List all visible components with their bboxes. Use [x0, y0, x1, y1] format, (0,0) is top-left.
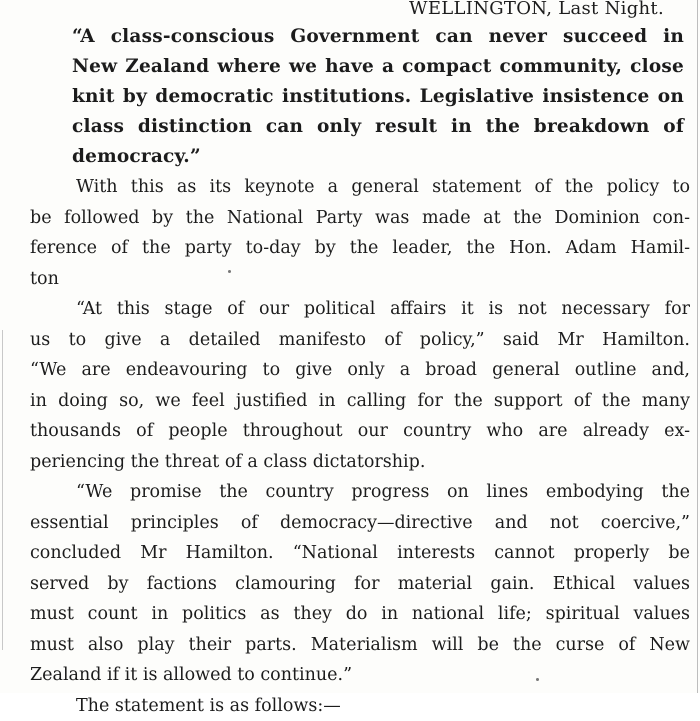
- text-line: must also play their parts. Materialism will be the curse of New: [30, 630, 690, 661]
- text-line: ference of the party to-day by the leader, the Hon. Adam Hamil-: [30, 233, 690, 264]
- text-line: in doing so, we feel justified in calling for the support of the many: [30, 386, 690, 417]
- text-line: With this as its keynote a general statement of the policy to: [30, 172, 690, 203]
- column-rule-left: [2, 330, 3, 650]
- paragraph-political-affairs: [30, 294, 690, 477]
- paragraph-promise: [30, 477, 690, 691]
- dateline: WELLINGTON, Last Night.: [409, 0, 664, 19]
- text-line: essential principles of democracy—directive and not coercive,”: [30, 508, 690, 539]
- print-speck: [536, 678, 539, 681]
- text-line: “At this stage of our political affairs it is not necessary for: [30, 294, 690, 325]
- quote-line: “A class-conscious Government can never succeed in: [72, 22, 684, 52]
- text-line: concluded Mr Hamilton. “National interests cannot properly be: [30, 538, 690, 569]
- text-line: thousands of people throughout our country who are already ex-: [30, 416, 690, 447]
- quote-line: New Zealand where we have a compact community, close: [72, 52, 684, 82]
- quote-line: knit by democratic institutions. Legislative insistence on: [72, 82, 684, 112]
- paragraph-statement: [30, 691, 690, 721]
- text-line: served by factions clamouring for material gain. Ethical values: [30, 569, 690, 600]
- text-line: must count in politics as they do in national life; spiritual values: [30, 599, 690, 630]
- text-line: The statement is as follows:—: [30, 691, 690, 721]
- print-speck: [228, 270, 231, 273]
- opening-quote: [72, 22, 684, 172]
- text-line: be followed by the National Party was made at the Dominion con-: [30, 203, 690, 234]
- text-line: Zealand if it is allowed to continue.”: [30, 660, 690, 691]
- text-line: ton: [30, 264, 690, 295]
- column-rule-right: [697, 0, 698, 693]
- text-line: us to give a detailed manifesto of policy,” said Mr Hamilton.: [30, 325, 690, 356]
- article-body: [30, 172, 690, 721]
- paragraph-keynote: [30, 172, 690, 294]
- quote-line: class distinction can only result in the breakdown of: [72, 112, 684, 142]
- text-line: “We promise the country progress on lines embodying the: [30, 477, 690, 508]
- text-line: “We are endeavouring to give only a broad general outline and,: [30, 355, 690, 386]
- text-line: periencing the threat of a class dictatorship.: [30, 447, 690, 478]
- quote-line: democracy.”: [72, 142, 684, 172]
